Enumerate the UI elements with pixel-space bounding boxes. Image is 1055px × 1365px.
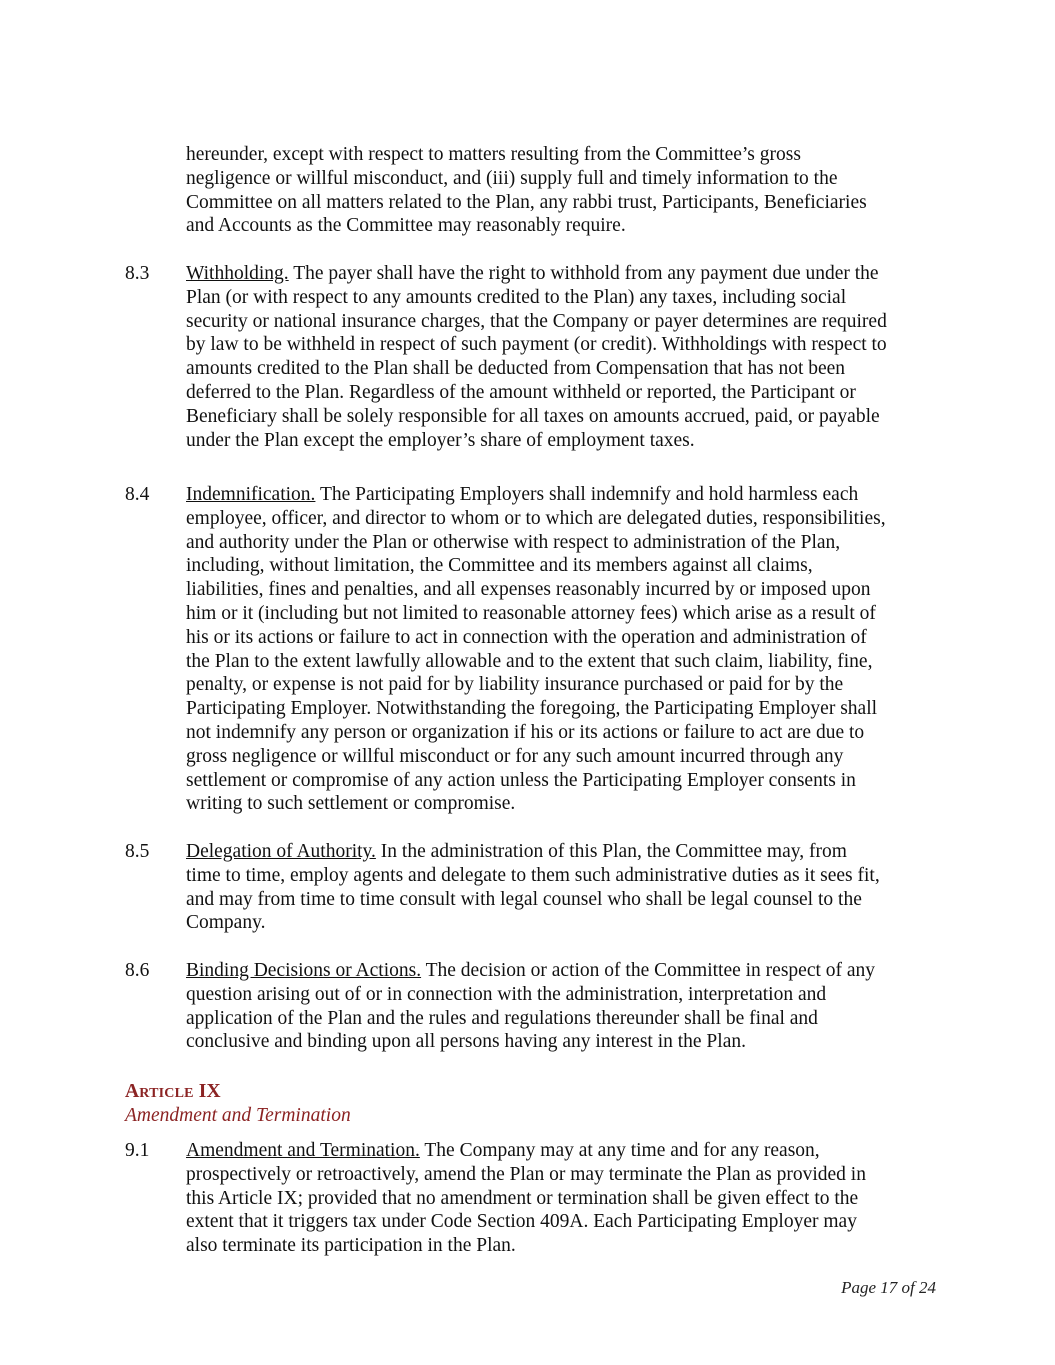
text-line: Participating Employer. Notwithstanding the foregoing, the Participating Employer shall: [186, 698, 878, 720]
section-8-3-withholding: [186, 262, 938, 452]
text-line: Company.: [186, 912, 266, 934]
text-line: time to time, employ agents and delegate to them such administrative duties as it sees fit,: [186, 864, 880, 886]
text-line: amounts credited to the Plan shall be deducted from Compensation that has not been: [186, 358, 846, 380]
text-line: conclusive and binding upon all persons having any interest in the Plan.: [186, 1031, 746, 1053]
section-heading: Withholding.: [186, 263, 289, 284]
section-8-4-indemnification: [186, 483, 938, 816]
section-8-6-binding-decisions: [186, 959, 938, 1054]
text-line: also terminate its participation in the Plan.: [186, 1235, 516, 1257]
section-8-5-delegation: [186, 840, 938, 935]
section-heading: Indemnification.: [186, 484, 316, 505]
text-line: application of the Plan and the rules and regulations thereunder shall be final and: [186, 1007, 818, 1029]
text-line: him or it (including but not limited to reasonable attorney fees) which arise as a result of: [186, 602, 876, 624]
article-title: Article IX: [125, 1081, 221, 1102]
section-first-line: [186, 1139, 938, 1163]
section-9-1-amendment: [186, 1139, 938, 1258]
section-number: 9.1: [125, 1140, 150, 1161]
text-line: under the Plan except the employer’s share of employment taxes.: [186, 429, 695, 451]
text-line: negligence or willful misconduct, and (iii) supply full and timely information to the: [186, 167, 838, 189]
text-line: not indemnify any person or organization if his or its actions or failure to act are due to: [186, 721, 865, 743]
text-line: question arising out of or in connection with the administration, interpretation and: [186, 983, 827, 1005]
text-line: his or its actions or failure to act in connection with the operation and administration of: [186, 626, 867, 648]
text-line: extent that it triggers tax under Code Section 409A. Each Participating Employer may: [186, 1211, 857, 1233]
text-line: this Article IX; provided that no amendment or termination shall be given effect to the: [186, 1187, 859, 1209]
section-heading: Amendment and Termination.: [186, 1140, 420, 1161]
section-first-line: [186, 840, 938, 864]
page-number: Page 17 of 24: [841, 1278, 936, 1297]
section-text: The payer shall have the right to withhold from any payment due under the: [288, 263, 879, 284]
text-line: and Accounts as the Committee may reasonably require.: [186, 215, 626, 237]
text-line: security or national insurance charges, that the Company or payer determines are required: [186, 310, 887, 332]
section-number: 8.5: [125, 841, 150, 862]
section-text: The Company may at any time and for any reason,: [419, 1140, 820, 1161]
text-line: liabilities, fines and penalties, and all expenses reasonably incurred by or imposed upon: [186, 579, 871, 601]
article-subtitle: Amendment and Termination: [125, 1105, 351, 1126]
text-line: settlement or compromise of any action unless the Participating Employer consents in: [186, 769, 856, 791]
section-text: The Participating Employers shall indemnify and hold harmless each: [315, 484, 859, 505]
text-line: penalty, or expense is not paid for by liability insurance purchased or paid for by the: [186, 674, 844, 696]
section-heading: Delegation of Authority.: [186, 841, 376, 862]
section-number: 8.4: [125, 484, 150, 505]
section-first-line: [186, 959, 938, 983]
text-line: deferred to the Plan. Regardless of the amount withheld or reported, the Participant or: [186, 381, 856, 403]
text-line: including, without limitation, the Committee and its members against all claims,: [186, 555, 813, 577]
text-line: writing to such settlement or compromise.: [186, 793, 516, 815]
text-line: Committee on all matters related to the Plan, any rabbi trust, Participants, Beneficiaries: [186, 191, 867, 213]
text-line: and authority under the Plan or otherwise with respect to administration of the Plan,: [186, 531, 841, 553]
text-line: employee, officer, and director to whom or to which are delegated duties, responsibilities,: [186, 507, 886, 529]
section-text: In the administration of this Plan, the Committee may, from: [375, 841, 847, 862]
text-line: the Plan to the extent lawfully allowable and to the extent that such claim, liability, fine,: [186, 650, 873, 672]
text-line: by law to be withheld in respect of such payment (or credit). Withholdings with respect to: [186, 334, 887, 356]
section-first-line: [186, 483, 938, 507]
section-text: The decision or action of the Committee in respect of any: [421, 960, 876, 981]
continuation-paragraph: [186, 143, 938, 238]
section-number: 8.3: [125, 263, 150, 284]
text-line: gross negligence or willful misconduct or for any such amount incurred through any: [186, 745, 844, 767]
section-number: 8.6: [125, 960, 150, 981]
text-line: and may from time to time consult with legal counsel who shall be legal counsel to the: [186, 888, 862, 910]
section-heading: Binding Decisions or Actions.: [186, 960, 422, 981]
text-line: prospectively or retroactively, amend the Plan or may terminate the Plan as provided in: [186, 1163, 866, 1185]
section-first-line: [186, 262, 938, 286]
text-line: Beneficiary shall be solely responsible for all taxes on amounts accrued, paid, or payable: [186, 405, 880, 427]
text-line: hereunder, except with respect to matters resulting from the Committee’s gross: [186, 144, 801, 165]
text-line: Plan (or with respect to any amounts credited to the Plan) any taxes, including social: [186, 286, 847, 308]
